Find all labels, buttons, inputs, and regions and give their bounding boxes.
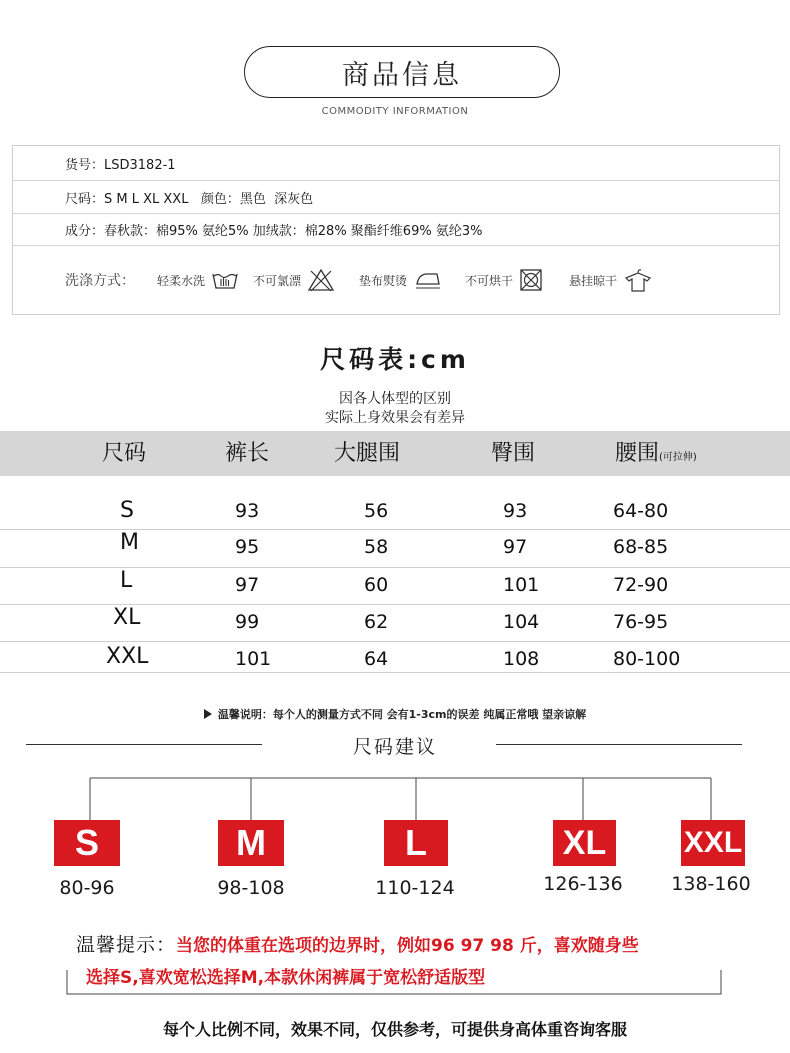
- table-cell: 64: [364, 648, 389, 670]
- table-cell: 80-100: [613, 648, 681, 670]
- warm-tip-line-1: 当您的体重在选项的边界时，例如96 97 98 斤，喜欢随身些: [176, 936, 639, 956]
- table-cell: 104: [503, 611, 540, 633]
- size-box-xl: XL: [553, 820, 616, 866]
- wash-title: 洗涤方式：: [65, 273, 135, 289]
- size-color: 尺码：S M L XL XXL 颜色：黑色 深灰色: [65, 191, 314, 207]
- wash-label: 悬挂晾干: [569, 273, 618, 288]
- warm-tip-line-2: 选择S,喜欢宽松选择M,本款休闲裤属于宽松舒适版型: [86, 968, 486, 988]
- size-cell: XXL: [106, 644, 149, 669]
- measurement-tip-text: 温馨说明：每个人的测量方式不同 会有1-3cm的误差 纯属正常哦 望亲谅解: [217, 708, 587, 721]
- header-hip: 臀围: [491, 441, 536, 466]
- size-table-note-2: 实际上身效果会有差异: [325, 410, 465, 426]
- section-subtitle: COMMODITY INFORMATION: [321, 106, 469, 117]
- wash-label: 垫布熨烫: [359, 273, 408, 288]
- size-cell: XL: [113, 605, 141, 630]
- size-range: 98-108: [217, 877, 285, 899]
- header-thigh: 大腿围: [334, 441, 401, 466]
- table-cell: 68-85: [613, 536, 669, 558]
- material: 成分：春秋款：棉95% 氨纶5% 加绒款：棉28% 聚酯纤维69% 氨纶3%: [65, 224, 483, 239]
- table-cell: 62: [364, 611, 389, 633]
- table-cell: 99: [235, 611, 260, 633]
- size-cell: S: [120, 498, 134, 523]
- table-cell: 64-80: [613, 500, 669, 522]
- size-box-m: M: [218, 820, 284, 866]
- table-cell: 93: [235, 500, 260, 522]
- footer-note: 每个人比例不同，效果不同，仅供参考，可提供身高体重咨询客服: [162, 1020, 627, 1039]
- wash-label: 轻柔水洗: [157, 273, 206, 288]
- size-recommend-title: 尺码建议: [352, 736, 437, 758]
- table-cell: 76-95: [613, 611, 669, 633]
- size-cell: L: [120, 568, 133, 593]
- table-cell: 60: [364, 574, 389, 596]
- size-box-l: L: [384, 820, 448, 866]
- warm-tip-label: 温馨提示：: [76, 934, 177, 956]
- table-cell: 101: [503, 574, 540, 596]
- size-range: 110-124: [375, 877, 455, 899]
- size-table-note-1: 因各人体型的区别: [339, 391, 451, 407]
- table-cell: 101: [235, 648, 272, 670]
- table-cell: 58: [364, 536, 389, 558]
- table-cell: 93: [503, 500, 528, 522]
- size-box-s: S: [54, 820, 120, 866]
- header-waist-note: (可拉伸): [659, 452, 697, 463]
- table-cell: 72-90: [613, 574, 669, 596]
- size-cell: M: [120, 530, 139, 555]
- size-range: 126-136: [543, 873, 623, 895]
- wash-label: 不可氯漂: [253, 273, 302, 288]
- table-cell: 95: [235, 536, 260, 558]
- header-length: 裤长: [225, 441, 270, 466]
- table-cell: 56: [364, 500, 389, 522]
- size-table-title: 尺码表:cm: [320, 345, 470, 374]
- table-cell: 97: [235, 574, 260, 596]
- header-waist-label: 腰围: [615, 441, 660, 466]
- section-title: 商品信息: [342, 59, 462, 91]
- table-cell: 97: [503, 536, 528, 558]
- table-cell: 108: [503, 648, 540, 670]
- size-range: 80-96: [59, 877, 115, 899]
- item-number: 货号：LSD3182-1: [65, 157, 176, 173]
- size-box-xxl: XXL: [681, 820, 745, 866]
- header-size: 尺码: [102, 441, 147, 466]
- size-range: 138-160: [671, 873, 751, 895]
- wash-label: 不可烘干: [465, 273, 514, 288]
